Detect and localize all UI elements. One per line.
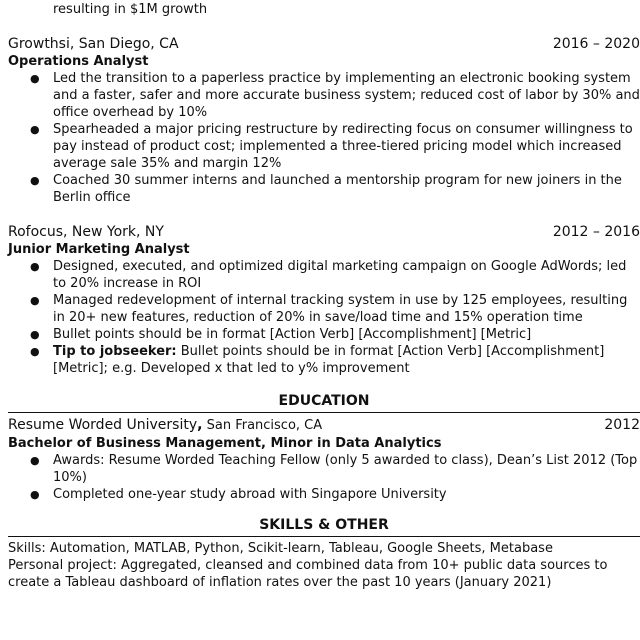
list-item: ● Spearheaded a major pricing restructure by redirecting focus on consumer willingness to pay instead of product cost; implemented a three-tiered pricing model which increased average sale 35% and margin 12% — [8, 121, 640, 172]
skills-section — [8, 516, 640, 591]
job-header — [8, 223, 640, 241]
education-year: 2012 — [604, 417, 640, 433]
job-bullets — [8, 258, 640, 377]
list-item-tip — [8, 343, 640, 377]
education-bullets — [8, 452, 640, 503]
job-dates: 2016 – 2020 — [552, 36, 640, 52]
resume-page — [8, 0, 640, 591]
job-company: Growthsi, San Diego, CA — [8, 36, 179, 52]
previous-bullet-fragment: resulting in $1M growth — [53, 2, 208, 17]
job-company: Rofocus, New York, NY — [8, 224, 164, 240]
job-title: Operations Analyst — [8, 54, 149, 69]
section-heading: SKILLS & OTHER — [8, 516, 640, 537]
education-school-line — [8, 416, 322, 435]
job-dates: 2012 – 2016 — [552, 224, 640, 240]
list-item: ● Coached 30 summer interns and launched a mentorship program for new joiners in the Berlin office — [8, 172, 640, 206]
list-item: ● Designed, executed, and optimized digital marketing campaign on Google AdWords; led to 20% increase in ROI — [8, 258, 640, 292]
education-section — [8, 392, 640, 503]
school-name: Resume Worded University — [8, 417, 198, 433]
job-header — [8, 35, 640, 53]
school-comma: , — [197, 417, 203, 433]
job-entry-growthsi — [8, 35, 640, 206]
degree-title: Bachelor of Business Management, Minor in Data Analytics — [8, 436, 442, 451]
list-item: ● Managed redevelopment of internal tracking system in use by 125 employees, resulting in 20+ new features, reduction of 20% in save/load time and 15% operation time — [8, 292, 640, 326]
section-heading: EDUCATION — [8, 392, 640, 413]
list-item: ● Led the transition to a paperless practice by implementing an electronic booking system and a faster, safer and more accurate business system; reduced cost of labor by 30% and office overhead by 10% — [8, 70, 640, 121]
personal-project-line: Personal project: Aggregated, cleansed and combined data from 10+ public data sources to create a Tableau dashboard of inflation rates over the past 10 years (January 2021) — [8, 558, 608, 590]
school-location: San Francisco, CA — [202, 418, 323, 433]
job-entry-rofocus — [8, 223, 640, 377]
job-bullets — [8, 70, 640, 206]
list-item: ● Awards: Resume Worded Teaching Fellow (only 5 awarded to class), Dean’s List 2012 (Top 10%) — [8, 452, 640, 486]
list-item: ● Completed one-year study abroad with Singapore University — [8, 486, 640, 503]
skills-line: Skills: Automation, MATLAB, Python, Scikit-learn, Tableau, Google Sheets, Metabase — [8, 541, 553, 556]
list-item: ● Bullet points should be in format [Action Verb] [Accomplishment] [Metric] — [8, 326, 640, 343]
job-title: Junior Marketing Analyst — [8, 242, 190, 257]
tip-label: Tip to jobseeker: — [53, 344, 177, 359]
tip-text: Bullet points should be in format [Action Verb] [Accomplishment] [Metric]; e.g. Developed x that led to y% improvement — [53, 344, 605, 376]
education-header — [8, 416, 640, 435]
